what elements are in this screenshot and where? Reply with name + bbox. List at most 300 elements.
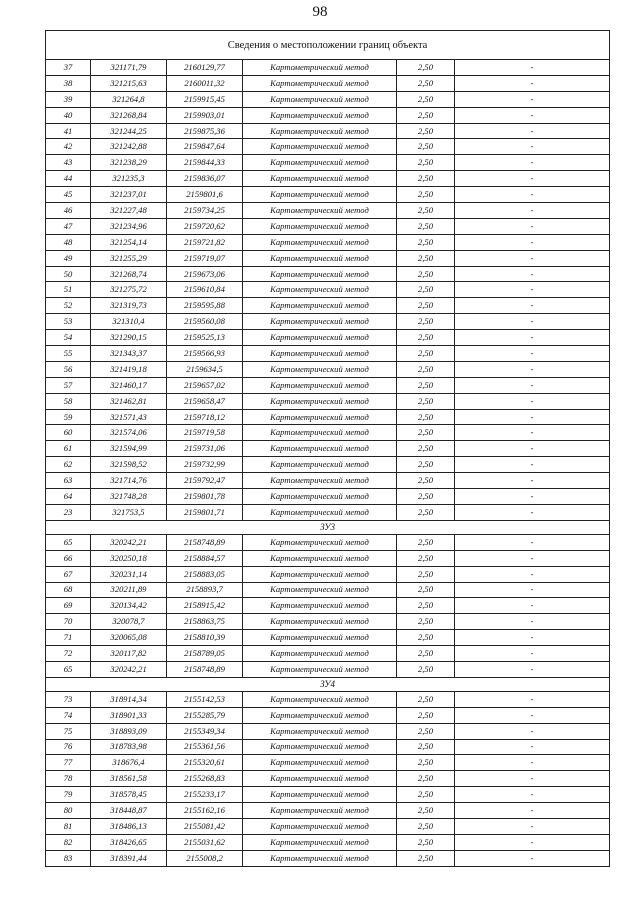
point-number: 42 xyxy=(46,139,91,155)
method: Картометрический метод xyxy=(243,155,397,171)
table-row xyxy=(46,441,610,457)
point-number: 56 xyxy=(46,361,91,377)
point-number: 47 xyxy=(46,218,91,234)
table-row xyxy=(46,550,610,566)
method: Картометрический метод xyxy=(243,614,397,630)
description: - xyxy=(455,457,610,473)
table-row xyxy=(46,771,610,787)
point-number: 50 xyxy=(46,266,91,282)
table-row xyxy=(46,614,610,630)
coord-x: 321574,06 xyxy=(91,425,167,441)
description: - xyxy=(455,489,610,505)
section-label: ЗУ3 xyxy=(46,520,610,534)
description: - xyxy=(455,298,610,314)
description: - xyxy=(455,504,610,520)
accuracy: 2,50 xyxy=(397,346,455,362)
coord-x: 321748,28 xyxy=(91,489,167,505)
table-row xyxy=(46,298,610,314)
table-row xyxy=(46,803,610,819)
coord-y: 2159847,64 xyxy=(167,139,243,155)
method: Картометрический метод xyxy=(243,441,397,457)
description: - xyxy=(455,534,610,550)
coord-x: 318783,98 xyxy=(91,739,167,755)
description: - xyxy=(455,850,610,866)
table-row xyxy=(46,707,610,723)
method: Картометрический метод xyxy=(243,250,397,266)
coord-x: 321237,01 xyxy=(91,187,167,203)
table-body xyxy=(46,31,610,867)
coord-x: 320250,18 xyxy=(91,550,167,566)
accuracy: 2,50 xyxy=(397,582,455,598)
description: - xyxy=(455,377,610,393)
method: Картометрический метод xyxy=(243,266,397,282)
accuracy: 2,50 xyxy=(397,818,455,834)
description: - xyxy=(455,787,610,803)
coord-y: 2160129,77 xyxy=(167,60,243,76)
method: Картометрический метод xyxy=(243,282,397,298)
section-label: ЗУ4 xyxy=(46,677,610,691)
table-row xyxy=(46,787,610,803)
point-number: 77 xyxy=(46,755,91,771)
accuracy: 2,50 xyxy=(397,691,455,707)
coord-x: 321460,17 xyxy=(91,377,167,393)
table-title-row xyxy=(46,31,610,60)
coord-y: 2159875,36 xyxy=(167,123,243,139)
coord-x: 320065,08 xyxy=(91,630,167,646)
coord-x: 321234,96 xyxy=(91,218,167,234)
coord-y: 2159844,33 xyxy=(167,155,243,171)
accuracy: 2,50 xyxy=(397,614,455,630)
description: - xyxy=(455,218,610,234)
method: Картометрический метод xyxy=(243,123,397,139)
accuracy: 2,50 xyxy=(397,139,455,155)
coord-y: 2159525,13 xyxy=(167,330,243,346)
coord-x: 318676,4 xyxy=(91,755,167,771)
table-row xyxy=(46,646,610,662)
coord-y: 2159657,02 xyxy=(167,377,243,393)
description: - xyxy=(455,203,610,219)
method: Картометрический метод xyxy=(243,314,397,330)
method: Картометрический метод xyxy=(243,346,397,362)
accuracy: 2,50 xyxy=(397,377,455,393)
coord-y: 2155233,17 xyxy=(167,787,243,803)
table-row xyxy=(46,504,610,520)
point-number: 79 xyxy=(46,787,91,803)
accuracy: 2,50 xyxy=(397,646,455,662)
method: Картометрический метод xyxy=(243,598,397,614)
table-row xyxy=(46,330,610,346)
coord-x: 321319,73 xyxy=(91,298,167,314)
table-row xyxy=(46,755,610,771)
coord-y: 2159595,88 xyxy=(167,298,243,314)
point-number: 65 xyxy=(46,534,91,550)
section-row xyxy=(46,677,610,691)
method: Картометрический метод xyxy=(243,203,397,219)
accuracy: 2,50 xyxy=(397,661,455,677)
point-number: 62 xyxy=(46,457,91,473)
description: - xyxy=(455,598,610,614)
description: - xyxy=(455,266,610,282)
table-row xyxy=(46,171,610,187)
coord-y: 2155349,34 xyxy=(167,723,243,739)
table-row xyxy=(46,203,610,219)
coord-y: 2159903,01 xyxy=(167,107,243,123)
coord-y: 2159720,62 xyxy=(167,218,243,234)
page-number: 98 xyxy=(312,4,328,20)
description: - xyxy=(455,803,610,819)
point-number: 80 xyxy=(46,803,91,819)
coord-x: 321238,29 xyxy=(91,155,167,171)
accuracy: 2,50 xyxy=(397,598,455,614)
point-number: 74 xyxy=(46,707,91,723)
point-number: 72 xyxy=(46,646,91,662)
coord-x: 320231,14 xyxy=(91,566,167,582)
accuracy: 2,50 xyxy=(397,739,455,755)
method: Картометрический метод xyxy=(243,566,397,582)
coord-x: 321264,8 xyxy=(91,91,167,107)
table-row xyxy=(46,346,610,362)
table-row xyxy=(46,598,610,614)
method: Картометрический метод xyxy=(243,723,397,739)
accuracy: 2,50 xyxy=(397,123,455,139)
description: - xyxy=(455,107,610,123)
accuracy: 2,50 xyxy=(397,566,455,582)
coord-x: 321227,48 xyxy=(91,203,167,219)
coord-x: 321235,3 xyxy=(91,171,167,187)
coord-y: 2159836,07 xyxy=(167,171,243,187)
coord-y: 2160011,32 xyxy=(167,75,243,91)
coord-y: 2158748,89 xyxy=(167,661,243,677)
description: - xyxy=(455,187,610,203)
description: - xyxy=(455,723,610,739)
method: Картометрический метод xyxy=(243,489,397,505)
description: - xyxy=(455,771,610,787)
boundary-table xyxy=(45,30,610,867)
accuracy: 2,50 xyxy=(397,504,455,520)
coord-y: 2159801,6 xyxy=(167,187,243,203)
point-number: 52 xyxy=(46,298,91,314)
method: Картометрический метод xyxy=(243,473,397,489)
point-number: 81 xyxy=(46,818,91,834)
coord-y: 2159566,93 xyxy=(167,346,243,362)
description: - xyxy=(455,582,610,598)
coord-x: 321714,76 xyxy=(91,473,167,489)
accuracy: 2,50 xyxy=(397,393,455,409)
point-number: 76 xyxy=(46,739,91,755)
point-number: 43 xyxy=(46,155,91,171)
coord-x: 321268,84 xyxy=(91,107,167,123)
coord-y: 2159915,45 xyxy=(167,91,243,107)
point-number: 67 xyxy=(46,566,91,582)
description: - xyxy=(455,566,610,582)
coord-y: 2159731,06 xyxy=(167,441,243,457)
table-row xyxy=(46,409,610,425)
description: - xyxy=(455,630,610,646)
coord-y: 2155031,62 xyxy=(167,834,243,850)
coord-x: 320242,21 xyxy=(91,534,167,550)
point-number: 66 xyxy=(46,550,91,566)
table-row xyxy=(46,489,610,505)
coord-x: 321594,99 xyxy=(91,441,167,457)
coord-x: 318486,13 xyxy=(91,818,167,834)
coord-x: 320242,21 xyxy=(91,661,167,677)
coord-y: 2159801,71 xyxy=(167,504,243,520)
accuracy: 2,50 xyxy=(397,218,455,234)
method: Картометрический метод xyxy=(243,298,397,314)
coord-y: 2155361,56 xyxy=(167,739,243,755)
description: - xyxy=(455,425,610,441)
description: - xyxy=(455,346,610,362)
accuracy: 2,50 xyxy=(397,409,455,425)
method: Картометрический метод xyxy=(243,818,397,834)
coord-y: 2159634,5 xyxy=(167,361,243,377)
description: - xyxy=(455,646,610,662)
accuracy: 2,50 xyxy=(397,550,455,566)
accuracy: 2,50 xyxy=(397,630,455,646)
point-number: 58 xyxy=(46,393,91,409)
description: - xyxy=(455,393,610,409)
table-row xyxy=(46,473,610,489)
description: - xyxy=(455,739,610,755)
description: - xyxy=(455,661,610,677)
accuracy: 2,50 xyxy=(397,75,455,91)
table-row xyxy=(46,534,610,550)
accuracy: 2,50 xyxy=(397,266,455,282)
table-row xyxy=(46,282,610,298)
description: - xyxy=(455,314,610,330)
description: - xyxy=(455,123,610,139)
coord-y: 2155008,2 xyxy=(167,850,243,866)
accuracy: 2,50 xyxy=(397,850,455,866)
point-number: 60 xyxy=(46,425,91,441)
method: Картометрический метод xyxy=(243,91,397,107)
coord-x: 321268,74 xyxy=(91,266,167,282)
accuracy: 2,50 xyxy=(397,534,455,550)
point-number: 63 xyxy=(46,473,91,489)
method: Картометрический метод xyxy=(243,60,397,76)
accuracy: 2,50 xyxy=(397,60,455,76)
coord-y: 2159658,47 xyxy=(167,393,243,409)
coord-x: 318561,58 xyxy=(91,771,167,787)
method: Картометрический метод xyxy=(243,393,397,409)
coord-x: 320078,7 xyxy=(91,614,167,630)
coord-x: 321215,63 xyxy=(91,75,167,91)
method: Картометрический метод xyxy=(243,803,397,819)
method: Картометрический метод xyxy=(243,739,397,755)
section-row xyxy=(46,520,610,534)
description: - xyxy=(455,818,610,834)
description: - xyxy=(455,75,610,91)
point-number: 57 xyxy=(46,377,91,393)
accuracy: 2,50 xyxy=(397,107,455,123)
table-row xyxy=(46,582,610,598)
accuracy: 2,50 xyxy=(397,707,455,723)
point-number: 71 xyxy=(46,630,91,646)
description: - xyxy=(455,60,610,76)
method: Картометрический метод xyxy=(243,661,397,677)
coord-y: 2159560,08 xyxy=(167,314,243,330)
table-row xyxy=(46,630,610,646)
accuracy: 2,50 xyxy=(397,473,455,489)
point-number: 75 xyxy=(46,723,91,739)
description: - xyxy=(455,707,610,723)
method: Картометрический метод xyxy=(243,425,397,441)
coord-y: 2158883,05 xyxy=(167,566,243,582)
table-row xyxy=(46,818,610,834)
coord-y: 2155285,79 xyxy=(167,707,243,723)
coord-x: 318901,33 xyxy=(91,707,167,723)
point-number: 69 xyxy=(46,598,91,614)
accuracy: 2,50 xyxy=(397,489,455,505)
description: - xyxy=(455,234,610,250)
point-number: 65 xyxy=(46,661,91,677)
table-row xyxy=(46,250,610,266)
table-row xyxy=(46,661,610,677)
coord-y: 2155162,16 xyxy=(167,803,243,819)
table-row xyxy=(46,834,610,850)
accuracy: 2,50 xyxy=(397,834,455,850)
accuracy: 2,50 xyxy=(397,187,455,203)
point-number: 23 xyxy=(46,504,91,520)
coord-x: 321598,52 xyxy=(91,457,167,473)
table-row xyxy=(46,91,610,107)
table-row xyxy=(46,75,610,91)
method: Картометрический метод xyxy=(243,771,397,787)
coord-y: 2159734,25 xyxy=(167,203,243,219)
coord-x: 321244,25 xyxy=(91,123,167,139)
point-number: 51 xyxy=(46,282,91,298)
table-row xyxy=(46,123,610,139)
coord-x: 321310,4 xyxy=(91,314,167,330)
point-number: 38 xyxy=(46,75,91,91)
description: - xyxy=(455,691,610,707)
description: - xyxy=(455,330,610,346)
method: Картометрический метод xyxy=(243,582,397,598)
description: - xyxy=(455,614,610,630)
point-number: 68 xyxy=(46,582,91,598)
point-number: 82 xyxy=(46,834,91,850)
accuracy: 2,50 xyxy=(397,330,455,346)
point-number: 41 xyxy=(46,123,91,139)
accuracy: 2,50 xyxy=(397,234,455,250)
coord-y: 2155081,42 xyxy=(167,818,243,834)
coord-x: 318426,65 xyxy=(91,834,167,850)
description: - xyxy=(455,409,610,425)
method: Картометрический метод xyxy=(243,171,397,187)
method: Картометрический метод xyxy=(243,707,397,723)
description: - xyxy=(455,155,610,171)
description: - xyxy=(455,91,610,107)
method: Картометрический метод xyxy=(243,646,397,662)
method: Картометрический метод xyxy=(243,787,397,803)
accuracy: 2,50 xyxy=(397,314,455,330)
point-number: 83 xyxy=(46,850,91,866)
point-number: 54 xyxy=(46,330,91,346)
description: - xyxy=(455,441,610,457)
method: Картометрический метод xyxy=(243,139,397,155)
coord-x: 318914,34 xyxy=(91,691,167,707)
coord-y: 2158789,05 xyxy=(167,646,243,662)
method: Картометрический метод xyxy=(243,550,397,566)
method: Картометрический метод xyxy=(243,504,397,520)
method: Картометрический метод xyxy=(243,377,397,393)
table-row xyxy=(46,218,610,234)
accuracy: 2,50 xyxy=(397,298,455,314)
coord-y: 2159792,47 xyxy=(167,473,243,489)
coord-y: 2159718,12 xyxy=(167,409,243,425)
description: - xyxy=(455,139,610,155)
coord-x: 320134,42 xyxy=(91,598,167,614)
method: Картометрический метод xyxy=(243,75,397,91)
point-number: 48 xyxy=(46,234,91,250)
accuracy: 2,50 xyxy=(397,361,455,377)
point-number: 64 xyxy=(46,489,91,505)
method: Картометрический метод xyxy=(243,107,397,123)
coord-y: 2159610,84 xyxy=(167,282,243,298)
accuracy: 2,50 xyxy=(397,155,455,171)
coord-x: 321753,5 xyxy=(91,504,167,520)
accuracy: 2,50 xyxy=(397,203,455,219)
coord-x: 320117,82 xyxy=(91,646,167,662)
coord-y: 2155268,83 xyxy=(167,771,243,787)
coord-y: 2159721,82 xyxy=(167,234,243,250)
method: Картометрический метод xyxy=(243,330,397,346)
coord-x: 321462,81 xyxy=(91,393,167,409)
method: Картометрический метод xyxy=(243,234,397,250)
accuracy: 2,50 xyxy=(397,425,455,441)
accuracy: 2,50 xyxy=(397,803,455,819)
point-number: 53 xyxy=(46,314,91,330)
coord-x: 321255,29 xyxy=(91,250,167,266)
coord-y: 2159801,78 xyxy=(167,489,243,505)
description: - xyxy=(455,834,610,850)
table-row xyxy=(46,393,610,409)
method: Картометрический метод xyxy=(243,850,397,866)
coord-x: 321571,43 xyxy=(91,409,167,425)
coord-x: 318448,87 xyxy=(91,803,167,819)
point-number: 46 xyxy=(46,203,91,219)
description: - xyxy=(455,473,610,489)
coord-y: 2158863,75 xyxy=(167,614,243,630)
coord-y: 2155320,61 xyxy=(167,755,243,771)
coord-y: 2159719,58 xyxy=(167,425,243,441)
coord-x: 318893,09 xyxy=(91,723,167,739)
table-row xyxy=(46,723,610,739)
coord-x: 321242,88 xyxy=(91,139,167,155)
point-number: 39 xyxy=(46,91,91,107)
description: - xyxy=(455,755,610,771)
table-row xyxy=(46,139,610,155)
description: - xyxy=(455,550,610,566)
point-number: 40 xyxy=(46,107,91,123)
coord-y: 2159673,06 xyxy=(167,266,243,282)
method: Картометрический метод xyxy=(243,691,397,707)
point-number: 55 xyxy=(46,346,91,362)
table-row xyxy=(46,107,610,123)
coord-y: 2158893,7 xyxy=(167,582,243,598)
accuracy: 2,50 xyxy=(397,91,455,107)
point-number: 44 xyxy=(46,171,91,187)
table-row xyxy=(46,377,610,393)
table-row xyxy=(46,234,610,250)
coord-y: 2158748,89 xyxy=(167,534,243,550)
table-row xyxy=(46,457,610,473)
accuracy: 2,50 xyxy=(397,282,455,298)
method: Картометрический метод xyxy=(243,534,397,550)
point-number: 45 xyxy=(46,187,91,203)
accuracy: 2,50 xyxy=(397,457,455,473)
coord-x: 318391,44 xyxy=(91,850,167,866)
